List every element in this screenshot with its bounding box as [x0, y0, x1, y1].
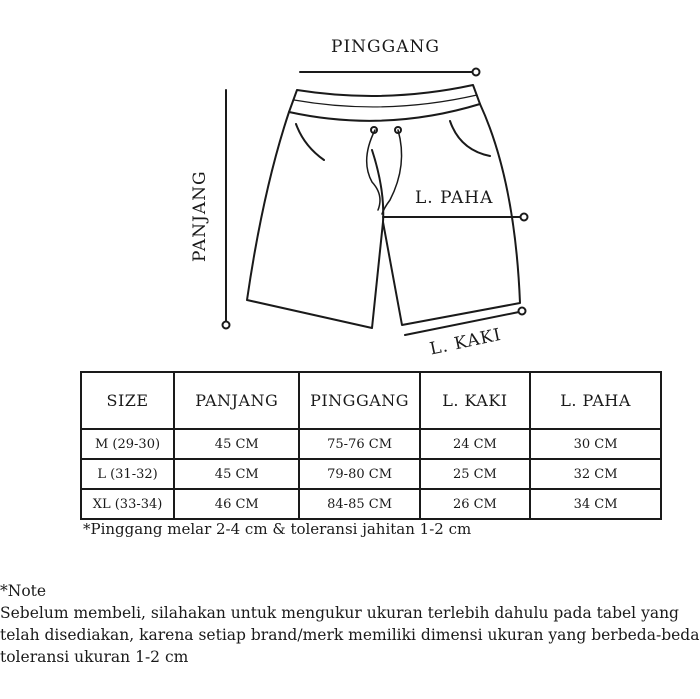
cell-panjang: 45 CM — [174, 429, 299, 459]
cell-panjang: 46 CM — [174, 489, 299, 519]
paha-label: L. PAHA — [415, 188, 494, 208]
cell-size: M (29-30) — [81, 429, 174, 459]
cell-size: XL (33-34) — [81, 489, 174, 519]
table-row — [81, 459, 661, 489]
size-table — [80, 371, 662, 520]
cell-l-paha: 30 CM — [530, 429, 661, 459]
header-panjang: PANJANG — [174, 372, 299, 429]
cell-l-kaki: 24 CM — [420, 429, 530, 459]
cell-pinggang: 75-76 CM — [299, 429, 419, 459]
header-size: SIZE — [81, 372, 174, 429]
note-line: telah disediakan, karena setiap brand/merk memiliki dimensi ukuran yang berbeda-beda — [0, 626, 700, 644]
table-footnote: *Pinggang melar 2-4 cm & toleransi jahitan 1-2 cm — [83, 520, 472, 538]
size-table-header — [81, 372, 661, 429]
panjang-label: PANJANG — [190, 170, 210, 262]
pinggang-label: PINGGANG — [331, 37, 440, 57]
note-section — [0, 580, 700, 668]
note-title: *Note — [0, 582, 47, 600]
cell-size: L (31-32) — [81, 459, 174, 489]
cell-l-paha: 32 CM — [530, 459, 661, 489]
header-l-kaki: L. KAKI — [420, 372, 530, 429]
note-line: Sebelum membeli, silahakan untuk mengukur ukuran terlebih dahulu pada tabel yang — [0, 604, 679, 622]
cell-pinggang: 84-85 CM — [299, 489, 419, 519]
header-pinggang: PINGGANG — [299, 372, 419, 429]
header-l-paha: L. PAHA — [530, 372, 661, 429]
cell-l-kaki: 25 CM — [420, 459, 530, 489]
cell-l-paha: 34 CM — [530, 489, 661, 519]
table-row — [81, 489, 661, 519]
kaki-label: L. KAKI — [428, 324, 504, 360]
cell-panjang: 45 CM — [174, 459, 299, 489]
table-row — [81, 429, 661, 459]
cell-pinggang: 79-80 CM — [299, 459, 419, 489]
note-line: toleransi ukuran 1-2 cm — [0, 648, 189, 666]
cell-l-kaki: 26 CM — [420, 489, 530, 519]
